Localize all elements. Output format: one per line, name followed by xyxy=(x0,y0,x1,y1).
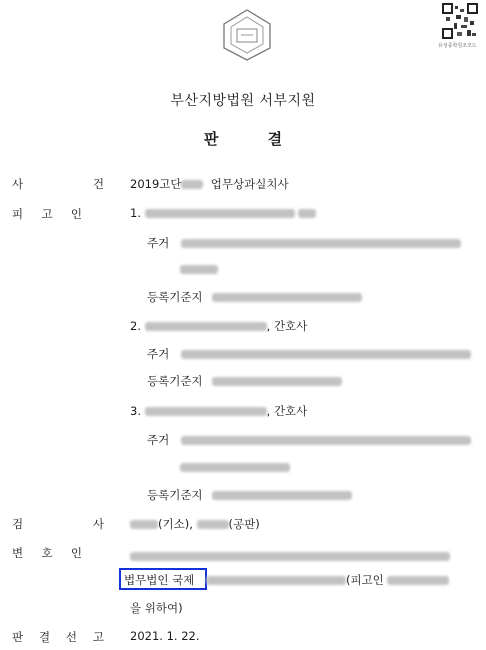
redaction xyxy=(181,239,461,248)
redaction xyxy=(181,436,471,445)
redaction xyxy=(180,265,218,274)
defendant-2-registry: 등록기준지 xyxy=(147,373,342,389)
document-title xyxy=(0,128,486,149)
redaction xyxy=(212,293,362,302)
redaction xyxy=(181,350,471,359)
counsel-firm: 법무법인 국제 xyxy=(124,573,195,587)
case-label: 사 건 xyxy=(12,177,104,191)
prosecutor-value: (기소), (공판) xyxy=(130,516,260,532)
redaction xyxy=(130,552,450,561)
redaction xyxy=(181,180,203,189)
verdict-label: 판 결 선 고 xyxy=(12,630,104,644)
redaction xyxy=(197,520,229,529)
defendant-3-address: 주거 xyxy=(147,432,471,448)
defendant-3-address-cont xyxy=(180,457,290,476)
counsel-line-2: 법무법인 국제 (피고인 xyxy=(124,572,449,588)
defendant-3-registry: 등록기준지 xyxy=(147,487,352,503)
redaction xyxy=(145,407,267,416)
redaction xyxy=(145,322,267,331)
title-char: 판 xyxy=(203,130,219,148)
redaction xyxy=(145,209,295,218)
case-value xyxy=(130,176,289,192)
redaction xyxy=(206,576,346,585)
case-number: 2019고단 xyxy=(130,177,182,191)
qr-caption: 유성종학원조코드 xyxy=(438,43,477,49)
defendant-label: 피 고 인 xyxy=(12,207,82,221)
verdict-date: 2021. 1. 22. xyxy=(130,629,200,643)
counsel-line-1 xyxy=(130,546,450,565)
redaction xyxy=(212,491,352,500)
defendant-1-address-cont xyxy=(180,259,218,278)
defendant-1-registry: 등록기준지 xyxy=(147,289,362,305)
counsel-label: 변 호 인 xyxy=(12,546,82,560)
court-emblem-icon xyxy=(220,8,274,62)
redaction xyxy=(180,463,290,472)
prosecutor-label: 검 사 xyxy=(12,517,104,531)
redaction xyxy=(130,520,158,529)
defendant-3: 3. , 간호사 xyxy=(130,404,308,418)
defendant-1: 1. xyxy=(130,206,316,220)
counsel-line-3: 을 위하여) xyxy=(130,601,183,615)
case-name: 업무상과실치사 xyxy=(210,177,289,191)
qr-code-icon xyxy=(442,3,478,39)
title-char: 결 xyxy=(267,130,283,148)
defendant-2: 2. , 간호사 xyxy=(130,319,308,333)
redaction xyxy=(212,377,342,386)
redaction xyxy=(387,576,449,585)
court-name: 부산지방법원 서부지원 xyxy=(170,93,316,109)
defendant-2-address: 주거 xyxy=(147,346,471,362)
defendant-1-address: 주거 xyxy=(147,235,461,251)
redaction xyxy=(298,209,316,218)
